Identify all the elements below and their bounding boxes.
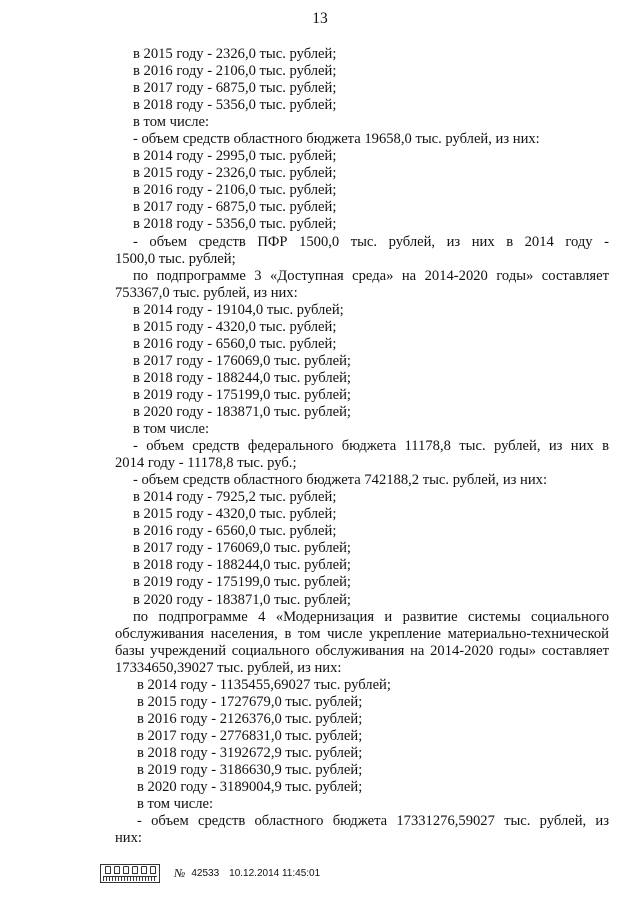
text-line: 753367,0 тыс. рублей, из них: — [115, 284, 298, 301]
text-line: обслуживания населения, в том числе укрепление материально-технической — [115, 625, 609, 642]
text-line: в 2019 году - 175199,0 тыс. рублей; — [133, 574, 351, 591]
text-line: в 2015 году - 4320,0 тыс. рублей; — [133, 506, 337, 523]
text-line: в 2016 году - 2126376,0 тыс. рублей; — [137, 710, 363, 727]
text-line: в 2016 году - 2106,0 тыс. рублей; — [133, 63, 337, 80]
document-body — [115, 46, 609, 847]
text-line: в 2020 году - 3189004,9 тыс. рублей; — [137, 779, 363, 796]
page-number: 13 — [312, 10, 328, 27]
text-line: в 2019 году - 175199,0 тыс. рублей; — [133, 386, 351, 403]
text-line: в 2017 году - 176069,0 тыс. рублей; — [133, 540, 351, 557]
registration-number: 42533 — [191, 867, 220, 879]
text-line: в 2017 году - 176069,0 тыс. рублей; — [133, 352, 351, 369]
text-line: в 2018 году - 5356,0 тыс. рублей; — [133, 97, 337, 114]
text-line: в том числе: — [137, 796, 214, 813]
text-line: - объем средств областного бюджета 19658,0 тыс. рублей, из них: — [133, 131, 540, 148]
text-line: в 2014 году - 2995,0 тыс. рублей; — [133, 148, 337, 165]
text-line: - объем средств областного бюджета 742188,2 тыс. рублей, из них: — [133, 472, 548, 489]
text-line: в 2018 году - 188244,0 тыс. рублей; — [133, 557, 351, 574]
text-line: 1500,0 тыс. рублей; — [115, 250, 236, 267]
text-line: в 2017 году - 6875,0 тыс. рублей; — [133, 80, 337, 97]
text-line: 17334650,39027 тыс. рублей, из них: — [115, 659, 342, 676]
text-line: в том числе: — [133, 421, 210, 438]
government-building-stamp-icon — [100, 864, 160, 883]
text-line: базы учреждений социального обслуживания на 2014-2020 годы» составляет — [115, 642, 609, 659]
registration-number-sign: № — [174, 865, 186, 880]
text-line: - объем средств ПФР 1500,0 тыс. рублей, из них в 2014 году - — [133, 233, 609, 250]
text-line: них: — [115, 830, 142, 847]
registration-footer — [100, 862, 320, 884]
text-line: в 2016 году - 6560,0 тыс. рублей; — [133, 335, 337, 352]
text-line: в 2014 году - 1135455,69027 тыс. рублей; — [137, 676, 391, 693]
text-line: в 2015 году - 2326,0 тыс. рублей; — [133, 46, 337, 62]
text-line: в 2014 году - 19104,0 тыс. рублей; — [133, 301, 344, 318]
text-line: в 2016 году - 2106,0 тыс. рублей; — [133, 182, 337, 199]
text-line: в 2020 году - 183871,0 тыс. рублей; — [133, 403, 351, 420]
text-line: - объем средств федерального бюджета 11178,8 тыс. рублей, из них в — [133, 438, 609, 455]
text-line: - объем средств областного бюджета 17331276,59027 тыс. рублей, из — [137, 813, 609, 830]
registration-datetime: 10.12.2014 11:45:01 — [229, 867, 321, 879]
text-line: по подпрограмме 4 «Модернизация и развитие системы социального — [133, 608, 609, 625]
text-line: в том числе: — [133, 114, 210, 131]
text-line: в 2018 году - 5356,0 тыс. рублей; — [133, 216, 337, 233]
text-line: в 2015 году - 1727679,0 тыс. рублей; — [137, 693, 363, 710]
text-line: в 2014 году - 7925,2 тыс. рублей; — [133, 489, 337, 506]
text-line: в 2020 году - 183871,0 тыс. рублей; — [133, 591, 351, 608]
text-line: 2014 году - 11178,8 тыс. руб.; — [115, 455, 297, 472]
text-line: в 2017 году - 6875,0 тыс. рублей; — [133, 199, 337, 216]
text-line: по подпрограмме 3 «Доступная среда» на 2014-2020 годы» составляет — [133, 267, 609, 284]
text-line: в 2019 году - 3186630,9 тыс. рублей; — [137, 761, 363, 778]
text-line: в 2015 году - 4320,0 тыс. рублей; — [133, 318, 337, 335]
text-line: в 2017 году - 2776831,0 тыс. рублей; — [137, 727, 363, 744]
text-line: в 2018 году - 3192672,9 тыс. рублей; — [137, 744, 363, 761]
text-line: в 2015 году - 2326,0 тыс. рублей; — [133, 165, 337, 182]
text-line: в 2018 году - 188244,0 тыс. рублей; — [133, 369, 351, 386]
text-line: в 2016 году - 6560,0 тыс. рублей; — [133, 523, 337, 540]
